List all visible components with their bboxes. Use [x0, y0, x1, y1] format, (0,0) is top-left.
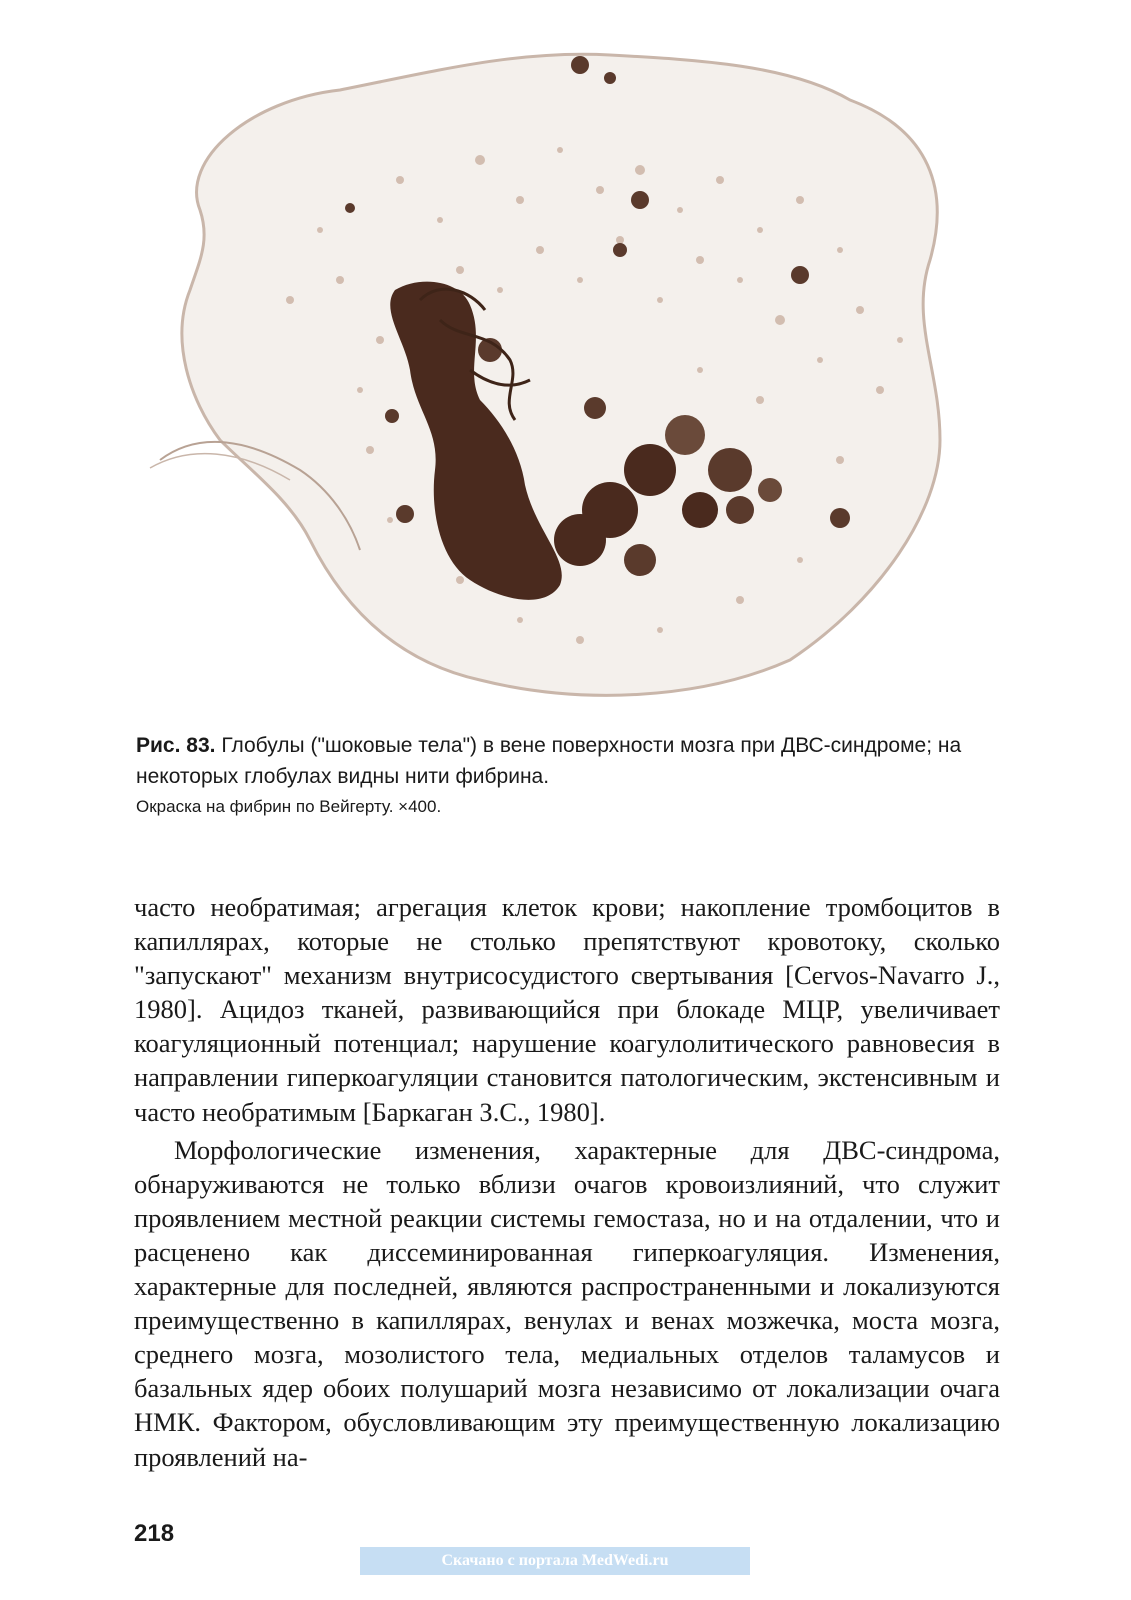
figure-caption-text: Глобулы ("шоковые тела") в вене поверхности мозга при ДВС-синдроме; на некоторых глобулах видны нити фибрина.	[136, 734, 962, 788]
figure-caption	[136, 730, 1016, 820]
body-text	[134, 890, 1000, 1474]
page-number: 218	[134, 1520, 175, 1547]
figure-label: Рис. 83.	[136, 734, 216, 757]
micrograph-figure	[140, 40, 1000, 712]
micrograph-image	[140, 40, 1000, 712]
watermark-banner: Скачано с портала MedWedi.ru	[360, 1547, 750, 1575]
paragraph-1: часто необратимая; агрегация клеток крови; накопление тромбоцитов в капиллярах, которые не столько препятствуют кровотоку, сколько "запускают" механизм внутрисосудистого свертывания [Cervos-Navarro J., 1980]. Ацидоз тканей, развивающийся при блокаде МЦР, увеличивает коагуляционный потенциал; нарушение коагулолитического равновесия в направлении гиперкоагуляции становится патологическим, экстенсивным и часто необратимым [Баркаган З.С., 1980].	[134, 892, 1000, 1127]
figure-stain-note: Окраска на фибрин по Вейгерту. ×400.	[136, 797, 442, 816]
paragraph-2: Морфологические изменения, характерные для ДВС-синдрома, обнаруживаются не только вблизи очагов кровоизлияний, что служит проявлением местной реакции системы гемостаза, но и на отдалении, что и расценено как диссеминированная гиперкоагуляция. Изменения, характерные для последней, являются распространенными и локализуются преимущественно в капиллярах, венулах и венах мозжечка, моста мозга, среднего мозга, мозолистого тела, медиальных отделов таламусов и базальных ядер обоих полушарий мозга независимо от локализации очага НМК. Фактором, обусловливающим эту преимущественную локализацию проявлений на-	[134, 1134, 1000, 1472]
